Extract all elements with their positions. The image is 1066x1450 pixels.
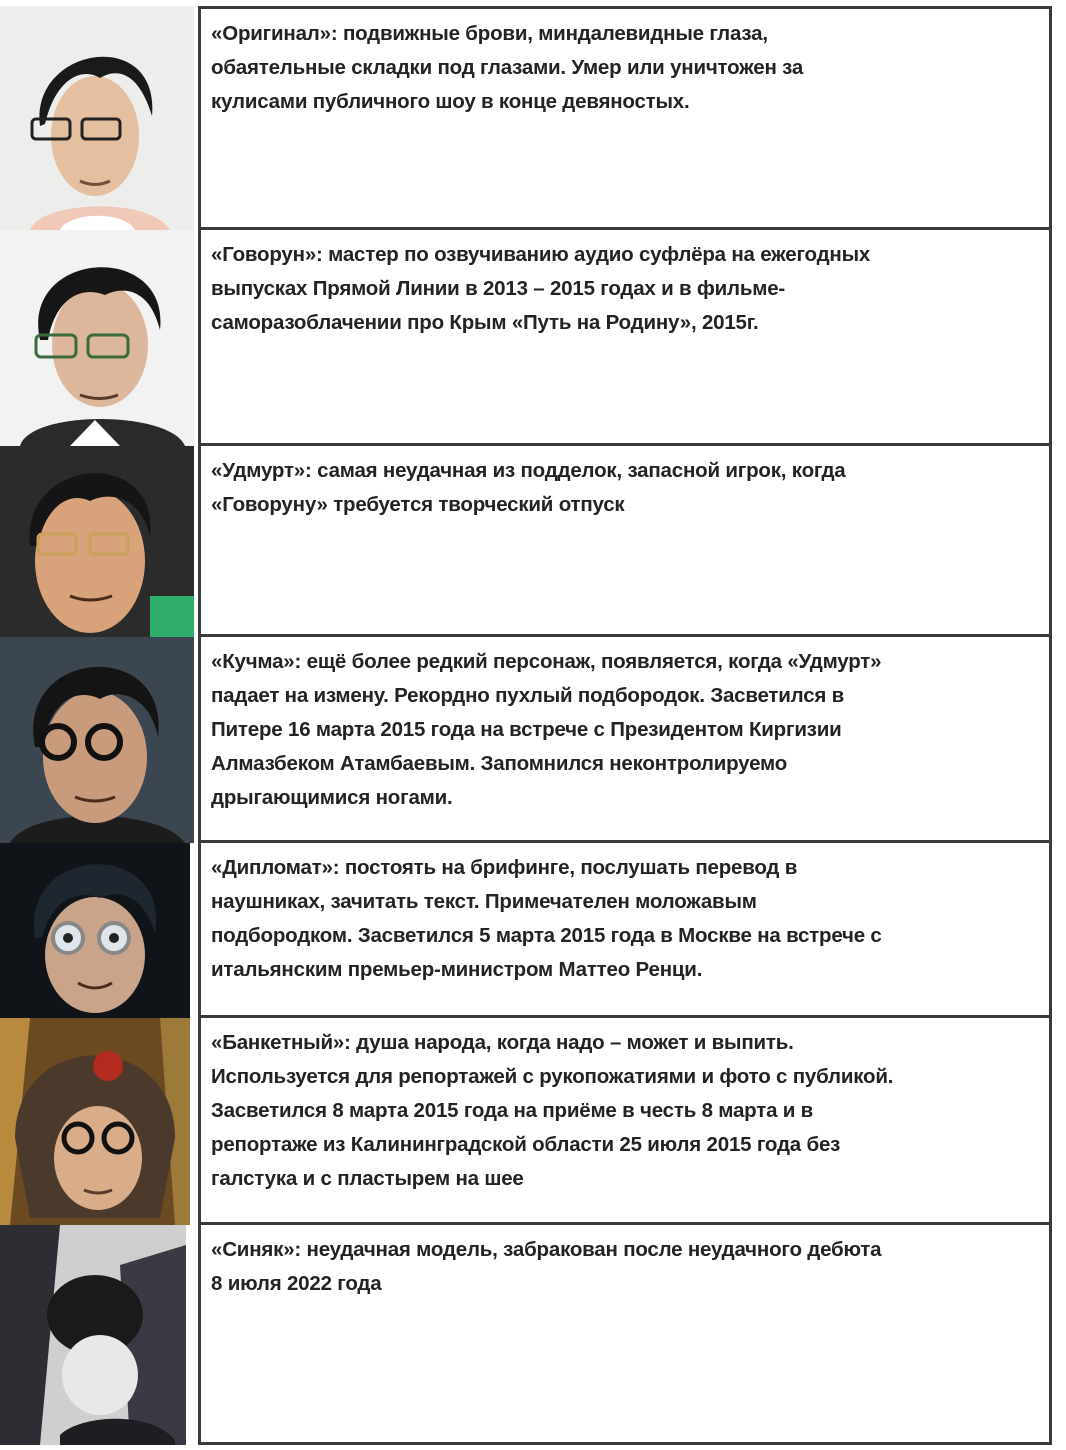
description-text: «Кучма»: ещё более редкий персонаж, появляется, когда «Удмурт» падает на измену. Рекордно пухлый подбородок. Засветился в Питере 16 марта 2015 года на встрече с Президентом Киргизии Алмазбеком Атамбаевым. Запомнился неконтролируемо дрыгающимися ногами. [211, 650, 882, 809]
table-row [0, 1018, 1066, 1225]
portrait-photo [0, 1018, 190, 1225]
table-row [0, 843, 1066, 1018]
description-text: «Удмурт»: самая неудачная из подделок, запасной игрок, когда «Говоруну» требуется творческий отпуск [211, 459, 846, 516]
portrait-photo [0, 446, 194, 637]
description-text: «Оригинал»: подвижные брови, миндалевидные глаза, обаятельные складки под глазами. Умер или уничтожен за кулисами публичного шоу в конце девяностых. [211, 22, 804, 113]
description-cell [198, 637, 1052, 843]
description-cell [198, 446, 1052, 637]
portrait-photo [0, 1225, 186, 1445]
table-row [0, 1225, 1066, 1445]
description-text: «Банкетный»: душа народа, когда надо – может и выпить. Используется для репортажей с рукопожатиями и фото с публикой. Засветился 8 марта 2015 года на приёме в честь 8 марта и в репортаже из Калининградской области 25 июля 2015 года без галстука и с пластырем на шее [211, 1031, 894, 1190]
portrait-photo [0, 6, 194, 230]
description-cell [198, 230, 1052, 446]
table-row [0, 446, 1066, 637]
description-text: «Говорун»: мастер по озвучиванию аудио суфлёра на ежегодных выпусках Прямой Линии в 2013 – 2015 годах и в фильме- саморазоблачении про Крым «Путь на Родину», 2015г. [211, 243, 871, 334]
description-text: «Дипломат»: постоять на брифинге, послушать перевод в наушниках, зачитать текст. Примечателен моложавым подбородком. Засветился 5 марта 2015 года в Москве на встрече с итальянским премьер-министром Маттео Ренци. [211, 856, 882, 981]
description-cell [198, 843, 1052, 1018]
description-cell [198, 1225, 1052, 1445]
description-text: «Синяк»: неудачная модель, забракован после неудачного дебюта 8 июля 2022 года [211, 1238, 882, 1295]
portrait-photo [0, 637, 194, 843]
description-cell [198, 6, 1052, 230]
table-row [0, 637, 1066, 843]
description-cell [198, 1018, 1052, 1225]
table-row [0, 230, 1066, 446]
portrait-photo [0, 230, 194, 446]
table-row [0, 6, 1066, 230]
portrait-photo [0, 843, 190, 1018]
